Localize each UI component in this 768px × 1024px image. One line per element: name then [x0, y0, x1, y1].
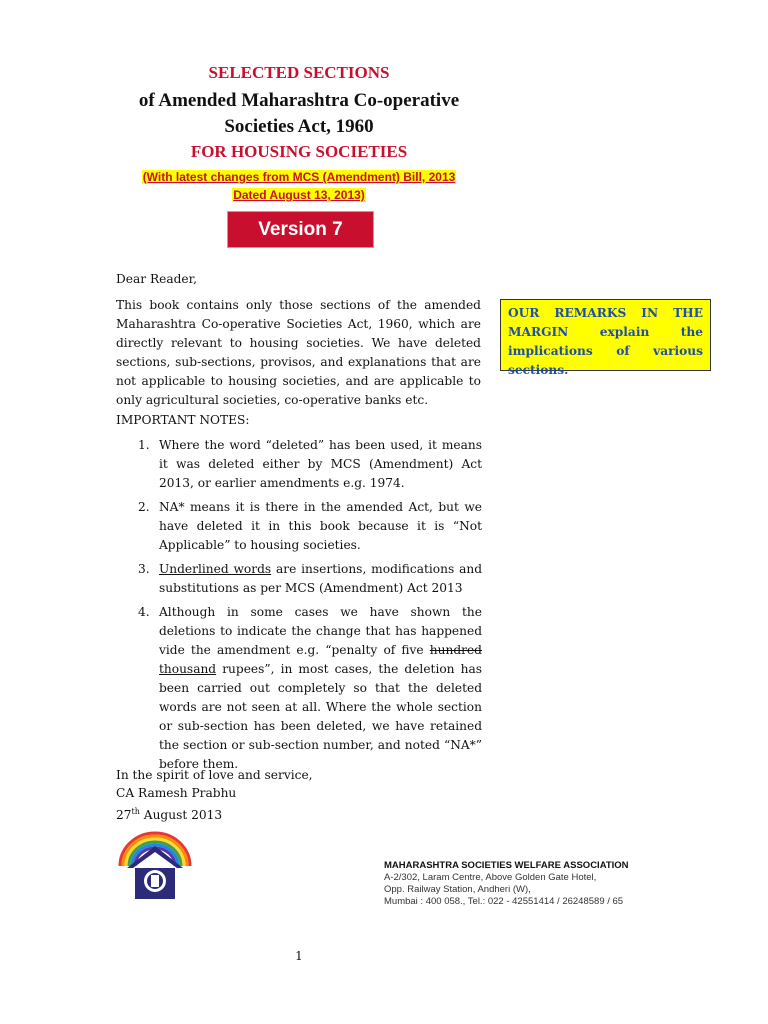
organization-name: MAHARASHTRA SOCIETIES WELFARE ASSOCIATION — [384, 860, 629, 871]
date-rest: August 2013 — [139, 808, 223, 823]
note-number: 3. — [138, 562, 150, 576]
organization-address-3: Mumbai : 400 058., Tel.: 022 - 42551414 / 26248589 / 65 — [384, 896, 624, 907]
note-text — [159, 560, 482, 598]
note-item-1 — [138, 436, 482, 493]
note-text-before: Although in some cases we have shown the deletions to indicate the change that has happened vide the amendment e.g. “penalty of five — [159, 605, 482, 657]
highlight-amendment-bill: (With latest changes from MCS (Amendment) Bill, 2013 — [142, 170, 456, 184]
page-number: 1 — [295, 949, 303, 963]
highlight-line-2 — [0, 184, 598, 203]
note-text-rest: are insertions, modifications and substitutions as per MCS (Amendment) Act 2013 — [159, 562, 482, 595]
version-badge: Version 7 — [228, 212, 373, 247]
note-number: 4. — [138, 605, 150, 619]
intro-paragraph: This book contains only those sections of the amended Maharashtra Co-operative Societies Act, 1960, which are directly relevant to housing societies. We have deleted sections, sub-sections, provisos, and explanations that are not applicable to housing societies, and are applicable to only agricultural societies, co-operative banks etc. — [116, 298, 481, 407]
note-text — [159, 603, 482, 774]
rainbow-house-logo-icon — [114, 824, 196, 902]
author-name: CA Ramesh Prabhu — [116, 786, 237, 800]
organization-address-1: A-2/302, Laram Centre, Above Golden Gate Hotel, — [384, 872, 597, 883]
note-text-after: rupees”, in most cases, the deletion has been carried out completely so that the deleted words are not seen at all. Where the whole section or sub-section has been deleted, we have retained the section or sub-section number, and noted “NA*” before them. — [159, 662, 482, 771]
date-suffix: th — [131, 807, 140, 816]
note-item-3 — [138, 560, 482, 598]
note-text: Where the word “deleted” has been used, it means it was deleted either by MCS (Amendment) Act 2013, or earlier amendments e.g. 1974. — [159, 438, 482, 490]
association-logo — [114, 824, 196, 902]
date-day: 27 — [116, 808, 132, 823]
title-housing-societies: FOR HOUSING SOCIETIES — [190, 142, 408, 161]
struck-word: hundred — [429, 643, 482, 657]
underlined-words: Underlined words — [159, 562, 272, 576]
underlined-word: thousand — [159, 662, 217, 676]
note-item-2 — [138, 498, 482, 555]
title-act-year: Societies Act, 1960 — [224, 116, 374, 137]
greeting: Dear Reader, — [116, 272, 197, 286]
note-number: 2. — [138, 500, 150, 514]
signature-date — [116, 802, 222, 825]
note-text: NA* means it is there in the amended Act, but we have deleted it in this book because it is “Not Applicable” to housing societies. — [159, 500, 482, 552]
note-item-4 — [138, 603, 482, 774]
remarks-box: OUR REMARKS IN THE MARGIN explain the implications of various sections. — [500, 299, 711, 371]
title-act-name: of Amended Maharashtra Co-operative — [138, 90, 460, 111]
notes-heading: IMPORTANT NOTES: — [116, 413, 250, 427]
highlight-dated: Dated August 13, 2013) — [233, 188, 365, 202]
highlight-line-1 — [0, 166, 598, 185]
title-selected-sections: SELECTED SECTIONS — [208, 63, 390, 82]
closing-line: In the spirit of love and service, — [116, 768, 313, 782]
organization-address-2: Opp. Railway Station, Andheri (W), — [384, 884, 531, 895]
note-number: 1. — [138, 438, 150, 452]
